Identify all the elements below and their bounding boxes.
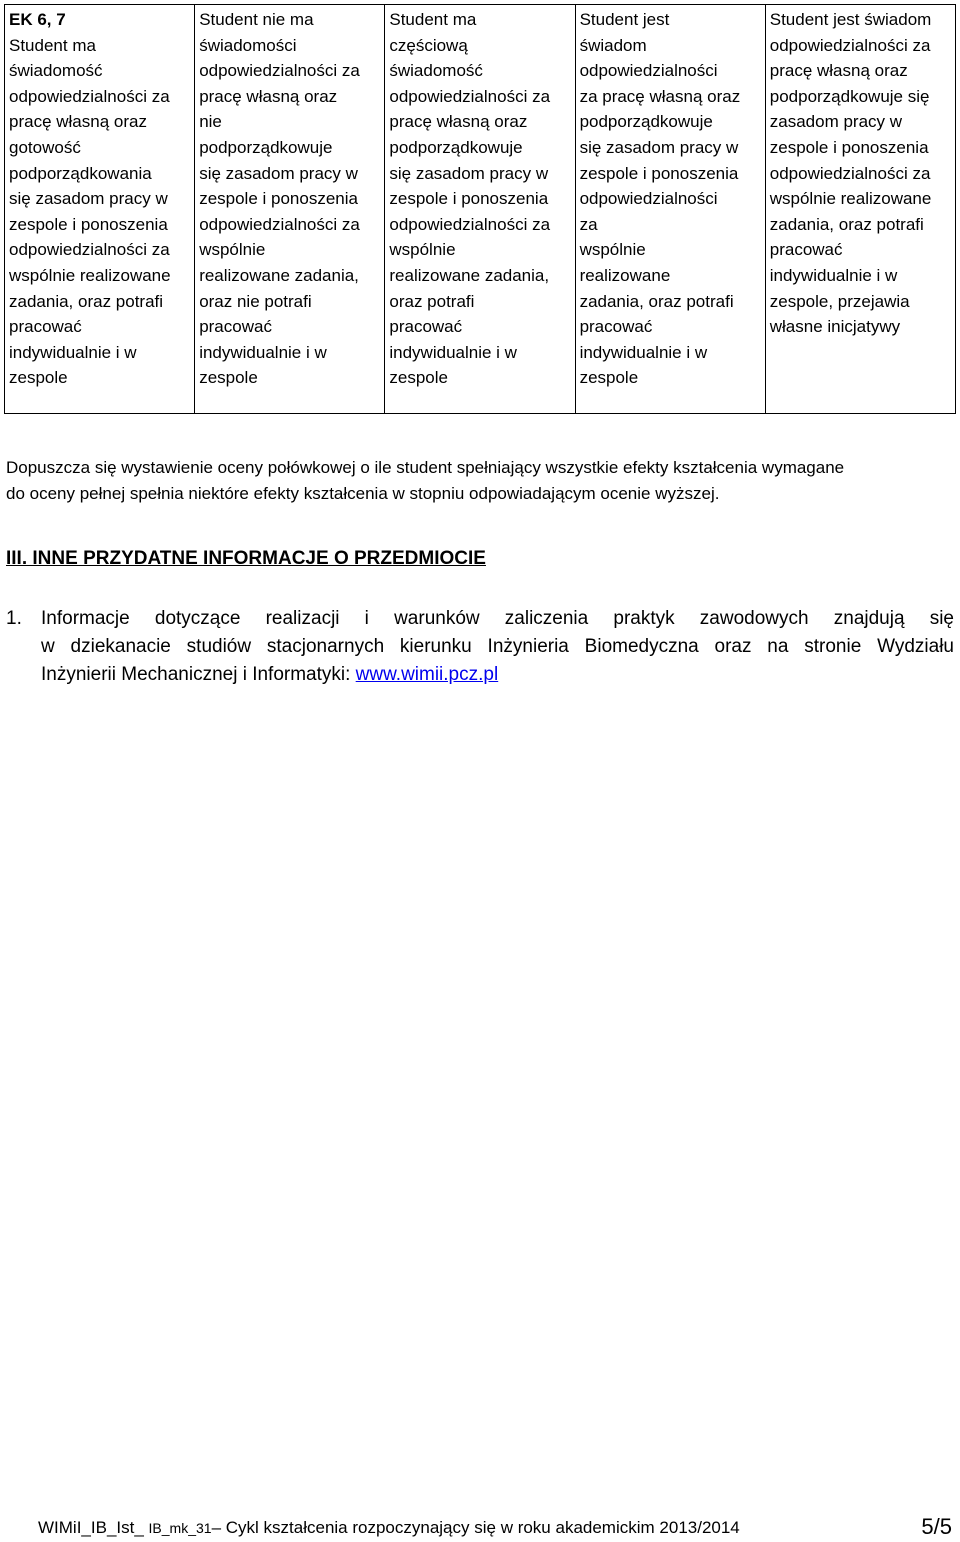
table-row: [5, 5, 956, 414]
cell-line: się zasadom pracy w: [579, 137, 739, 157]
cell-line: zespole i ponoszenia: [199, 189, 358, 209]
cell-line: własne inicjatywy: [769, 317, 901, 337]
cell-line: Student jest świadom: [769, 10, 932, 29]
cell-line: odpowiedzialności za: [769, 35, 931, 55]
cell-line: realizowane zadania,: [389, 265, 550, 285]
faculty-website-link[interactable]: www.wimii.pcz.pl: [355, 664, 499, 685]
cell-line: wspólnie: [579, 240, 646, 260]
cell-line: zadania, oraz potrafi: [579, 291, 734, 311]
cell-line: podporządkowania: [9, 163, 152, 183]
cell-line: pracę własną oraz: [9, 112, 147, 132]
cell-line: świadomości: [199, 35, 297, 55]
criteria-text: [9, 33, 190, 391]
cell-line: podporządkowuje się: [769, 86, 930, 106]
info-item: [6, 605, 954, 689]
page-number: 5/5: [921, 1514, 952, 1539]
cell-line: zespole i ponoszenia: [769, 137, 929, 157]
half-grade-note: [6, 455, 954, 507]
cell-line: zespole i ponoszenia: [9, 214, 168, 234]
ek-label: EK 6, 7: [9, 10, 66, 29]
cell-line: podporządkowuje: [389, 137, 523, 157]
cell-line: zespole i ponoszenia: [579, 163, 739, 183]
cell-line: indywidualnie i w: [9, 342, 137, 362]
criteria-cell-3: [385, 5, 575, 414]
cell-line: pracować: [389, 317, 463, 337]
cell-line: pracę własną oraz: [769, 61, 908, 81]
criteria-text: [199, 7, 380, 391]
criteria-text: [770, 7, 951, 340]
cell-line: pracować: [579, 317, 653, 337]
criteria-cell-2: [195, 5, 385, 414]
cell-line: się zasadom pracy w: [9, 189, 168, 209]
cell-line: odpowiedzialności za: [769, 163, 931, 183]
cell-line: wspólnie realizowane: [9, 265, 171, 285]
cell-line: wspólnie realizowane: [769, 189, 932, 209]
info-line: [41, 661, 954, 689]
cell-line: pracować: [769, 240, 843, 260]
cell-line: zespole: [579, 368, 639, 388]
criteria-cell-1: [5, 5, 195, 414]
footer-code: IB_mk_31: [148, 1520, 212, 1536]
criteria-cell-4: [575, 5, 765, 414]
cell-line: indywidualnie i w: [769, 265, 898, 285]
cell-line: odpowiedzialności za: [199, 61, 360, 81]
cell-line: zadania, oraz potrafi: [769, 214, 924, 234]
cell-line: pracę własną oraz: [199, 86, 338, 106]
cell-line: za pracę własną oraz: [579, 86, 741, 106]
footer-title: – Cykl kształcenia rozpoczynający się w roku akademickim 2013/2014: [211, 1518, 740, 1537]
cell-line: podporządkowuje: [199, 137, 333, 157]
cell-line: odpowiedzialności za: [389, 86, 551, 106]
info-line: w dziekanacie studiów stacjonarnych kierunku Inżynieria Biomedyczna oraz na stronie Wydziału: [41, 636, 954, 657]
cell-line: świadomość: [9, 61, 103, 81]
cell-line: realizowane zadania,: [199, 265, 359, 285]
cell-line: się zasadom pracy w: [199, 163, 358, 183]
cell-line: indywidualnie i w: [389, 342, 517, 362]
note-line: Dopuszcza się wystawienie oceny połówkowej o ile student spełniający wszystkie efekty kształcenia wymagane: [6, 458, 845, 477]
cell-line: pracować: [9, 317, 82, 337]
cell-line: zadania, oraz potrafi: [9, 291, 164, 311]
cell-line: gotowość: [9, 137, 81, 157]
cell-line: Student jest: [579, 10, 670, 29]
cell-line: częściową: [389, 35, 468, 55]
criteria-cell-5: [765, 5, 955, 414]
cell-line: Student ma: [389, 10, 477, 29]
cell-line: podporządkowuje: [579, 112, 713, 132]
cell-line: Student ma: [9, 35, 96, 55]
criteria-text: [389, 7, 570, 391]
cell-line: pracować: [199, 317, 272, 337]
criteria-text: [580, 7, 761, 391]
cell-line: zespole: [199, 368, 258, 388]
cell-line: oraz nie potrafi: [199, 291, 312, 311]
cell-line: odpowiedzialności: [579, 189, 718, 209]
cell-line: świadomość: [389, 61, 483, 81]
cell-line: pracę własną oraz: [389, 112, 528, 132]
cell-line: za: [579, 214, 598, 234]
cell-line: wspólnie: [199, 240, 266, 260]
cell-line: się zasadom pracy w: [389, 163, 549, 183]
cell-line: zespole i ponoszenia: [389, 189, 549, 209]
cell-line: indywidualnie i w: [579, 342, 708, 362]
info-line: Informacje dotyczące realizacji i warunków zaliczenia praktyk zawodowych znajdują się: [41, 608, 954, 629]
info-line-text: Inżynierii Mechanicznej i Informatyki:: [41, 664, 356, 685]
grading-criteria-table: [4, 4, 956, 414]
cell-line: zespole: [9, 368, 68, 388]
cell-line: indywidualnie i w: [199, 342, 327, 362]
cell-line: zasadom pracy w: [769, 112, 903, 132]
page-footer: [38, 1518, 740, 1538]
cell-line: świadom: [579, 35, 647, 55]
cell-line: realizowane: [579, 265, 671, 285]
cell-line: odpowiedzialności za: [9, 240, 170, 260]
section-heading: III. INNE PRZYDATNE INFORMACJE O PRZEDMIOCIE: [6, 548, 486, 569]
cell-line: odpowiedzialności za: [9, 86, 170, 106]
list-number: 1.: [6, 608, 22, 629]
cell-line: odpowiedzialności: [579, 61, 718, 81]
cell-line: wspólnie: [389, 240, 456, 260]
cell-line: Student nie ma: [199, 10, 314, 29]
cell-line: zespole, przejawia: [769, 291, 910, 311]
cell-line: nie: [199, 112, 222, 132]
cell-line: odpowiedzialności za: [199, 214, 360, 234]
footer-prefix: WIMiI_IB_Ist_: [38, 1518, 149, 1537]
cell-line: zespole: [389, 368, 448, 388]
cell-line: odpowiedzialności za: [389, 214, 551, 234]
cell-line: oraz potrafi: [389, 291, 475, 311]
note-line: do oceny pełnej spełnia niektóre efekty kształcenia w stopniu odpowiadającym ocenie wyższej.: [6, 484, 720, 503]
